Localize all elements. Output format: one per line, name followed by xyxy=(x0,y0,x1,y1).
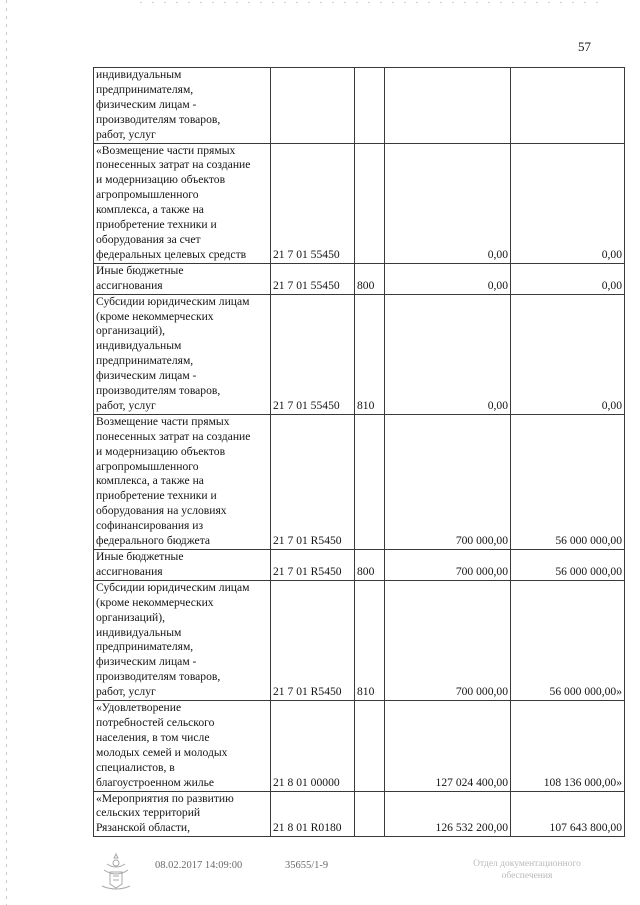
row-amount-first: 700 000,00 xyxy=(385,414,511,549)
table-row xyxy=(94,263,625,294)
row-name: Возмещение части прямых понесенных затрат на создание и модернизацию объектов агропромышленного комплекса, а также на приобретение техники и оборудования на условиях софинансирования из федерального бюджета xyxy=(96,414,251,548)
page-footer xyxy=(0,850,640,900)
row-amount-first xyxy=(385,68,511,144)
row-amount-second: 107 643 800,00 xyxy=(511,791,625,837)
row-code: 21 7 01 55450 xyxy=(271,143,355,263)
row-name-cell xyxy=(94,263,271,294)
row-expense-type xyxy=(355,414,385,549)
row-amount-second: 0,00 xyxy=(511,294,625,414)
table-row xyxy=(94,414,625,549)
table-row xyxy=(94,550,625,581)
table-row xyxy=(94,294,625,414)
row-name: Субсидии юридическим лицам (кроме некоммерческих организаций), индивидуальным предпринимателям, физическим лицам - производителям товаров, работ, услуг xyxy=(96,294,250,412)
row-expense-type: 810 xyxy=(355,580,385,700)
row-name-cell xyxy=(94,294,271,414)
row-amount-second: 56 000 000,00» xyxy=(511,580,625,700)
table-row xyxy=(94,580,625,700)
row-amount-first: 127 024 400,00 xyxy=(385,701,511,791)
row-name-cell xyxy=(94,143,271,263)
row-expense-type xyxy=(355,68,385,144)
row-amount-second: 0,00 xyxy=(511,143,625,263)
row-name: индивидуальным предпринимателям, физическим лицам - производителям товаров, работ, услуг xyxy=(96,68,221,141)
scan-margin-line xyxy=(6,0,7,905)
row-name: Иные бюджетные ассигнования xyxy=(96,263,184,292)
footer-datetime: 08.02.2017 14:09:00 xyxy=(155,860,243,871)
row-amount-first: 0,00 xyxy=(385,294,511,414)
row-name-cell xyxy=(94,701,271,791)
scan-top-dots xyxy=(140,2,600,3)
row-amount-second: 0,00 xyxy=(511,263,625,294)
table-row xyxy=(94,791,625,837)
row-name: Иные бюджетные ассигнования xyxy=(96,550,184,578)
footer-watermark xyxy=(452,858,602,882)
row-code xyxy=(271,68,355,144)
row-expense-type: 810 xyxy=(355,294,385,414)
row-name-cell xyxy=(94,414,271,549)
row-name-cell xyxy=(94,791,271,837)
page-number: 57 xyxy=(578,39,591,54)
row-expense-type: 800 xyxy=(355,550,385,581)
table-row xyxy=(94,68,625,144)
row-amount-first: 700 000,00 xyxy=(385,550,511,581)
row-code: 21 8 01 00000 xyxy=(271,701,355,791)
row-amount-second: 56 000 000,00 xyxy=(511,550,625,581)
row-name-cell xyxy=(94,580,271,700)
row-amount-first: 126 532 200,00 xyxy=(385,791,511,837)
row-code: 21 7 01 55450 xyxy=(271,263,355,294)
row-expense-type xyxy=(355,143,385,263)
row-amount-first: 700 000,00 xyxy=(385,580,511,700)
row-amount-second xyxy=(511,68,625,144)
row-code: 21 7 01 R5450 xyxy=(271,580,355,700)
row-name: «Удовлетворение потребностей сельского населения, в том числе молодых семей и молодых специалистов, в благоустроенном жилье xyxy=(96,701,228,789)
watermark-line-2: обеспечения xyxy=(501,871,553,881)
table-row xyxy=(94,701,625,791)
row-amount-first: 0,00 xyxy=(385,143,511,263)
row-amount-first: 0,00 xyxy=(385,263,511,294)
row-expense-type: 800 xyxy=(355,263,385,294)
row-name-cell xyxy=(94,68,271,144)
row-amount-second: 56 000 000,00 xyxy=(511,414,625,549)
row-expense-type xyxy=(355,701,385,791)
row-code: 21 7 01 R5450 xyxy=(271,414,355,549)
row-code: 21 8 01 R0180 xyxy=(271,791,355,837)
row-name: «Мероприятия по развитию сельских территорий Рязанской области, xyxy=(96,791,234,835)
row-code: 21 7 01 55450 xyxy=(271,294,355,414)
row-name: Субсидии юридическим лицам (кроме некоммерческих организаций), индивидуальным предпринимателям, физическим лицам - производителям товаров, работ, услуг xyxy=(96,580,250,699)
footer-doc-number: 35655/1-9 xyxy=(285,860,329,871)
row-code: 21 7 01 R5450 xyxy=(271,550,355,581)
budget-table xyxy=(93,67,625,837)
coat-of-arms-icon xyxy=(96,850,136,897)
watermark-line-1: Отдел документационного xyxy=(473,859,581,869)
table-row xyxy=(94,143,625,263)
row-name: «Возмещение части прямых понесенных затрат на создание и модернизацию объектов агропромышленного комплекса, а также на приобретение техники и оборудования за счет федеральных целевых средств xyxy=(96,143,251,261)
row-name-cell xyxy=(94,550,271,581)
row-amount-second: 108 136 000,00» xyxy=(511,701,625,791)
row-expense-type xyxy=(355,791,385,837)
